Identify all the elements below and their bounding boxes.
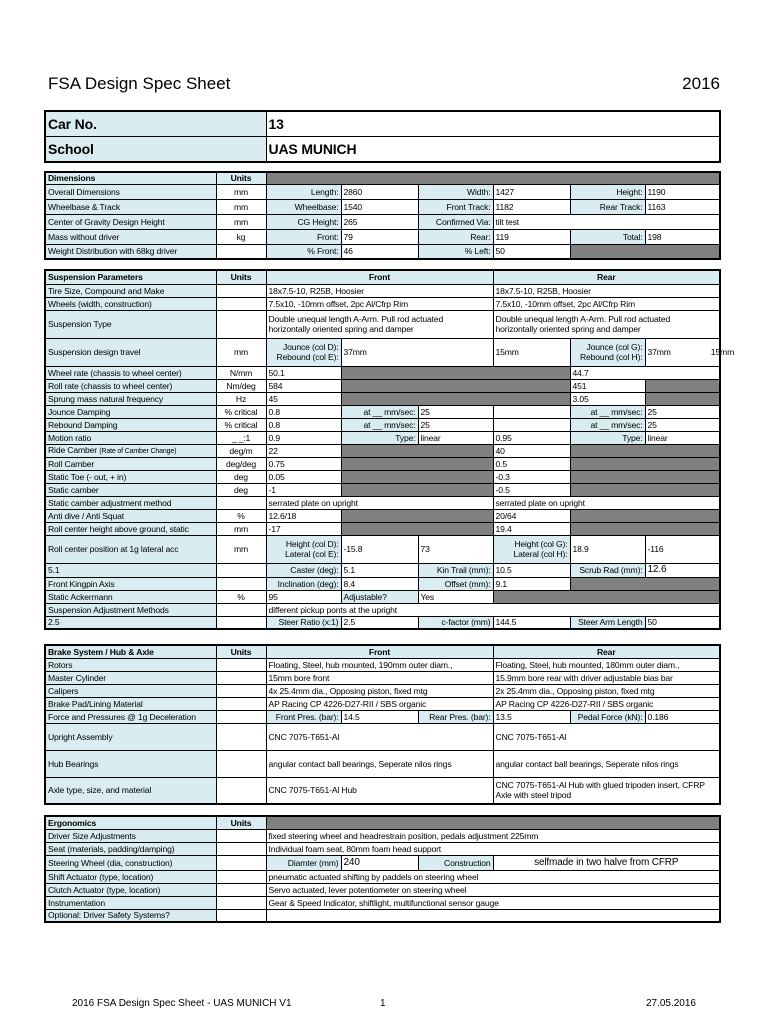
value: -0.3: [493, 470, 570, 483]
field-label-line: Height (col G):: [514, 539, 568, 549]
unit: Nm/deg: [216, 379, 266, 392]
value: 15.9mm bore rear with driver adjustable bias bar: [493, 671, 720, 684]
row-label: Roll center position at 1g lateral acc: [45, 535, 216, 563]
value: 2860: [341, 184, 418, 199]
unit: deg/m: [216, 444, 266, 457]
value-line: Axle with steel tripod: [495, 790, 572, 801]
field-label: % Left:: [418, 244, 493, 259]
field-label: Rear:: [418, 229, 493, 244]
row-label-sub: (Rate of Camber Change): [99, 447, 177, 455]
value: [493, 405, 570, 418]
row-label: Mass without driver: [45, 229, 216, 244]
row-label: Wheels (width, construction): [45, 297, 216, 310]
field-label: Total:: [570, 229, 645, 244]
value: [645, 338, 735, 366]
value: 1427: [493, 184, 570, 199]
value: fixed steering wheel and headrestrain position, pedals adjustment 225mm: [266, 829, 720, 842]
value: 0.5: [493, 457, 570, 470]
row-label: Brake Pad/Lining Material: [45, 697, 216, 710]
value: 0.9: [266, 431, 341, 444]
row-label: Force and Pressures @ 1g Deceleration: [45, 710, 216, 723]
field-label: at __ mm/sec:: [570, 418, 645, 431]
value-line: Double unequal length A-Arm. Pull rod actuated: [495, 314, 671, 324]
footer-date: 27.05.2016: [645, 998, 696, 1009]
value: 1540: [341, 199, 418, 214]
value: Individual foam seat, 80mm foam head support: [266, 842, 720, 855]
value: 1190: [645, 184, 720, 199]
value: Gear & Speed Indicator, shiftlight, multifunctional sensor gauge: [266, 896, 720, 909]
value: 584: [266, 379, 341, 392]
field-label: Height:: [570, 184, 645, 199]
field-label: c-factor (mm): [418, 616, 493, 629]
units-header: Units: [216, 645, 266, 658]
value: -15.8: [341, 535, 418, 563]
row-label: [45, 444, 216, 457]
value: [493, 418, 570, 431]
value: 14.5: [341, 710, 418, 723]
row-label: Axle type, size, and material: [45, 777, 216, 804]
value: 18x7.5-10, R25B, Hoosier: [266, 284, 493, 297]
value: 198: [645, 229, 720, 244]
unit: mm: [216, 338, 266, 366]
front-header: Front: [266, 270, 493, 284]
page-title: FSA Design Spec Sheet: [48, 74, 231, 93]
value: 25: [645, 405, 720, 418]
value: 50: [493, 244, 570, 259]
value: 4x 25.4mm dia., Opposing piston, fixed mtg: [266, 684, 493, 697]
value: -0.5: [493, 483, 570, 496]
unit: mm: [216, 214, 266, 229]
row-label: Static Ackermann: [45, 590, 216, 603]
field-label: Rear Pres. (bar):: [418, 710, 493, 723]
units-header: Units: [216, 816, 266, 829]
row-label: Sprung mass natural frequency: [45, 392, 216, 405]
row-label: Suspension Adjustment Methods: [45, 603, 216, 616]
rear-header: Rear: [493, 645, 720, 658]
unit: %: [216, 590, 266, 603]
field-label: Type:: [570, 431, 645, 444]
value: 265: [341, 214, 418, 229]
value: 37mm: [341, 338, 493, 366]
row-label: Suspension design travel: [45, 338, 216, 366]
row-label: Static camber adjustment method: [45, 496, 216, 509]
car-table: [44, 110, 721, 163]
field-label: Confirmed Via:: [418, 214, 493, 229]
value: 10.5: [493, 563, 570, 577]
row-label: 2.5: [45, 616, 216, 629]
field-label-line: Jounce (col D):: [282, 342, 339, 352]
field-label: [493, 535, 570, 563]
field-label: Wheelbase:: [266, 199, 341, 214]
value: [266, 310, 493, 338]
value: serrated plate on upright: [266, 496, 493, 509]
field-label: Diamter (mm): [266, 855, 341, 870]
value: serrated plate on upright: [493, 496, 720, 509]
value: 119: [493, 229, 570, 244]
field-label: Scrub Rad (mm):: [570, 563, 645, 577]
value: 0.8: [266, 418, 341, 431]
value-text: 44.7: [572, 367, 589, 378]
value: -1: [266, 483, 341, 496]
footer-page: 1: [380, 998, 386, 1009]
value: 73: [418, 535, 493, 563]
value: tilt test: [493, 214, 720, 229]
field-label-line: Rebound (col E):: [276, 352, 339, 362]
school-label: School: [45, 137, 266, 163]
field-label-line: Lateral (col E):: [285, 549, 339, 559]
row-label: Master Cylinder: [45, 671, 216, 684]
unit: % critical: [216, 418, 266, 431]
value: 9.1: [493, 577, 570, 590]
row-label: Upright Assembly: [45, 723, 216, 750]
value: CNC 7075-T651-Al Hub: [266, 777, 493, 804]
section-title: Brake System / Hub & Axle: [45, 645, 216, 658]
field-label: % Front:: [266, 244, 341, 259]
value: 20/64: [493, 509, 570, 522]
value: 1182: [493, 199, 570, 214]
value: 7.5x10, -10mm offset, 2pc Al/Cfrp Rim: [493, 297, 720, 310]
value-line: Double unequal length A-Arm. Pull rod actuated: [268, 314, 444, 324]
unit: _ _:1: [216, 431, 266, 444]
value: 0.8: [266, 405, 341, 418]
units-header: Units: [216, 270, 266, 284]
field-label: Pedal Force (kN):: [570, 710, 645, 723]
field-label: Steer Arm Length: [570, 616, 645, 629]
field-label: Front Pres. (bar):: [266, 710, 341, 723]
value: [493, 310, 720, 338]
field-label: CG Height:: [266, 214, 341, 229]
row-label-text: Ride Camber: [48, 444, 97, 455]
field-label-line: Rebound (col H):: [579, 352, 643, 362]
value-a: 37mm: [647, 347, 671, 357]
unit: deg/deg: [216, 457, 266, 470]
footer-doc: 2016 FSA Design Spec Sheet - UAS MUNICH V1: [72, 998, 292, 1009]
value: 18.9: [570, 535, 645, 563]
value: AP Racing CP 4226-D27-RII / SBS organic: [493, 697, 720, 710]
value: 25: [645, 418, 720, 431]
row-label: Driver Size Adjustments: [45, 829, 216, 842]
field-label: Rear Track:: [570, 199, 645, 214]
value: 50.1: [266, 366, 341, 379]
value: [570, 366, 720, 379]
value: selfmade in two halve from CFRP: [493, 855, 720, 870]
field-label: Front:: [266, 229, 341, 244]
row-label: Steering Wheel (dia, construction): [45, 855, 216, 870]
row-label: Static Toe (- out, + in): [45, 470, 216, 483]
row-label: Jounce Damping: [45, 405, 216, 418]
page-year: 2016: [682, 74, 720, 93]
row-label: Center of Gravity Design Height: [45, 214, 216, 229]
field-label: Width:: [418, 184, 493, 199]
row-label: Roll rate (chassis to wheel center): [45, 379, 216, 392]
value: [493, 777, 720, 804]
row-label: Anti dive / Anti Squat: [45, 509, 216, 522]
field-label: Inclination (deg):: [266, 577, 341, 590]
row-label: Instrumentation: [45, 896, 216, 909]
value: 2.5: [341, 616, 418, 629]
value: 2x 25.4mm dia., Opposing piston, fixed mtg: [493, 684, 720, 697]
field-label-line: Height (col D):: [285, 539, 339, 549]
value: 15mm bore front: [266, 671, 493, 684]
value: 0.75: [266, 457, 341, 470]
value: 0.95: [493, 431, 570, 444]
brake-table: [44, 644, 721, 805]
field-label: Adjustable?: [341, 590, 418, 603]
value: 22: [266, 444, 341, 457]
value: [266, 909, 720, 922]
units-header: Units: [216, 172, 266, 184]
value: AP Racing CP 4226-D27-RII / SBS organic: [266, 697, 493, 710]
value: 5.1: [341, 563, 418, 577]
unit: mm: [216, 199, 266, 214]
value: CNC 7075-T651-Al: [493, 723, 720, 750]
unit: % critical: [216, 405, 266, 418]
row-label: Roll Camber: [45, 457, 216, 470]
row-label: Overall Dimensions: [45, 184, 216, 199]
field-label: Kin Trail (mm):: [418, 563, 493, 577]
value: angular contact ball bearings, Seperate nilos rings: [493, 750, 720, 777]
value: 0.186: [645, 710, 720, 723]
field-label: Type:: [341, 431, 418, 444]
field-label: Length:: [266, 184, 341, 199]
row-label: Weight Distribution with 68kg driver: [45, 244, 216, 259]
value: 25: [418, 418, 493, 431]
value: linear: [645, 431, 720, 444]
row-label: Wheel rate (chassis to wheel center): [45, 366, 216, 379]
value: pneumatic actuated shifting by paddels on steering wheel: [266, 870, 720, 883]
value: 40: [493, 444, 570, 457]
field-label: [570, 338, 645, 366]
field-label: [266, 535, 341, 563]
value: 1163: [645, 199, 720, 214]
value: 19.4: [493, 522, 570, 535]
value: 45: [266, 392, 341, 405]
value: linear: [418, 431, 493, 444]
value: 144.5: [493, 616, 570, 629]
value: 25: [418, 405, 493, 418]
row-label: Optional: Driver Safety Systems?: [45, 909, 216, 922]
value: CNC 7075-T651-Al: [266, 723, 493, 750]
row-label: Wheelbase & Track: [45, 199, 216, 214]
row-label: Front Kingpin Axis: [45, 577, 216, 590]
unit: kg: [216, 229, 266, 244]
value: -17: [266, 522, 341, 535]
value: 7.5x10, -10mm offset, 2pc Al/Cfrp Rim: [266, 297, 493, 310]
value: 3.05: [570, 392, 645, 405]
field-label: at __ mm/sec:: [341, 418, 418, 431]
row-label: Roll center height above ground, static: [45, 522, 216, 535]
car-value: 13: [266, 111, 720, 137]
value: 8.4: [341, 577, 418, 590]
row-label: Static camber: [45, 483, 216, 496]
value: Yes: [418, 590, 493, 603]
field-label: Caster (deg):: [266, 563, 341, 577]
row-label: Shift Actuator (type, location): [45, 870, 216, 883]
row-label: Hub Bearings: [45, 750, 216, 777]
unit: mm: [216, 535, 266, 563]
row-label: Clutch Actuator (type, location): [45, 883, 216, 896]
value: 240: [341, 855, 418, 870]
row-label: Suspension Type: [45, 310, 216, 338]
unit: mm: [216, 184, 266, 199]
row-label: Rotors: [45, 658, 216, 671]
section-title: Dimensions: [45, 172, 216, 184]
value: Servo actuated, lever potentiometer on steering wheel: [266, 883, 720, 896]
field-label: Offset (mm):: [418, 577, 493, 590]
value: 18x7.5-10, R25B, Hoosier: [493, 284, 720, 297]
value-line: horizontally oriented spring and damper: [268, 324, 414, 334]
unit: Hz: [216, 392, 266, 405]
school-value: UAS MUNICH: [266, 137, 720, 163]
row-label: Tire Size, Compound and Make: [45, 284, 216, 297]
unit: deg: [216, 470, 266, 483]
value: 79: [341, 229, 418, 244]
field-label: at __ mm/sec:: [341, 405, 418, 418]
value: Floating, Steel, hub mounted, 190mm outer diam.,: [266, 658, 493, 671]
car-label: Car No.: [45, 111, 266, 137]
row-label: 5.1: [45, 563, 216, 577]
value: 50: [645, 616, 720, 629]
value: 13.5: [493, 710, 570, 723]
field-label: at __ mm/sec:: [570, 405, 645, 418]
field-label-line: Lateral (col H):: [513, 549, 568, 559]
field-label: [266, 338, 341, 366]
field-label: Front Track:: [418, 199, 493, 214]
value-b: 15mm: [710, 347, 735, 357]
unit: mm: [216, 522, 266, 535]
rear-header: Rear: [493, 270, 720, 284]
value: 15mm: [493, 338, 570, 366]
unit: deg: [216, 483, 266, 496]
value: 12.6/18: [266, 509, 341, 522]
field-label: Construction: [418, 855, 493, 870]
section-title: Ergonomics: [45, 816, 216, 829]
row-label: Calipers: [45, 684, 216, 697]
value: 46: [341, 244, 418, 259]
field-label: Steer Ratio (x:1): [266, 616, 341, 629]
value: 95: [266, 590, 341, 603]
value: Floating, Steel, hub mounted, 180mm outer diam.,: [493, 658, 720, 671]
value: 0.05: [266, 470, 341, 483]
ergonomics-table: [44, 815, 721, 923]
value-line: horizontally oriented spring and damper: [495, 324, 641, 334]
field-label-line: Jounce (col G):: [586, 342, 643, 352]
row-label: Seat (materials, padding/damping): [45, 842, 216, 855]
value: 12.6: [645, 563, 720, 577]
value-line: CNC 7075-T651-Al Hub with glued tripoden insert, CFRP: [495, 780, 705, 791]
unit: N/mm: [216, 366, 266, 379]
suspension-table: [44, 269, 735, 630]
row-label: Motion ratio: [45, 431, 216, 444]
front-header: Front: [266, 645, 493, 658]
section-title: Suspension Parameters: [45, 270, 216, 284]
value: -116: [645, 535, 720, 563]
dimensions-table: [44, 171, 721, 260]
value: 451: [570, 379, 645, 392]
row-label: Rebound Damping: [45, 418, 216, 431]
unit: %: [216, 509, 266, 522]
value: different pickup ponts at the upright: [266, 603, 720, 616]
value: angular contact ball bearings, Seperate nilos rings: [266, 750, 493, 777]
